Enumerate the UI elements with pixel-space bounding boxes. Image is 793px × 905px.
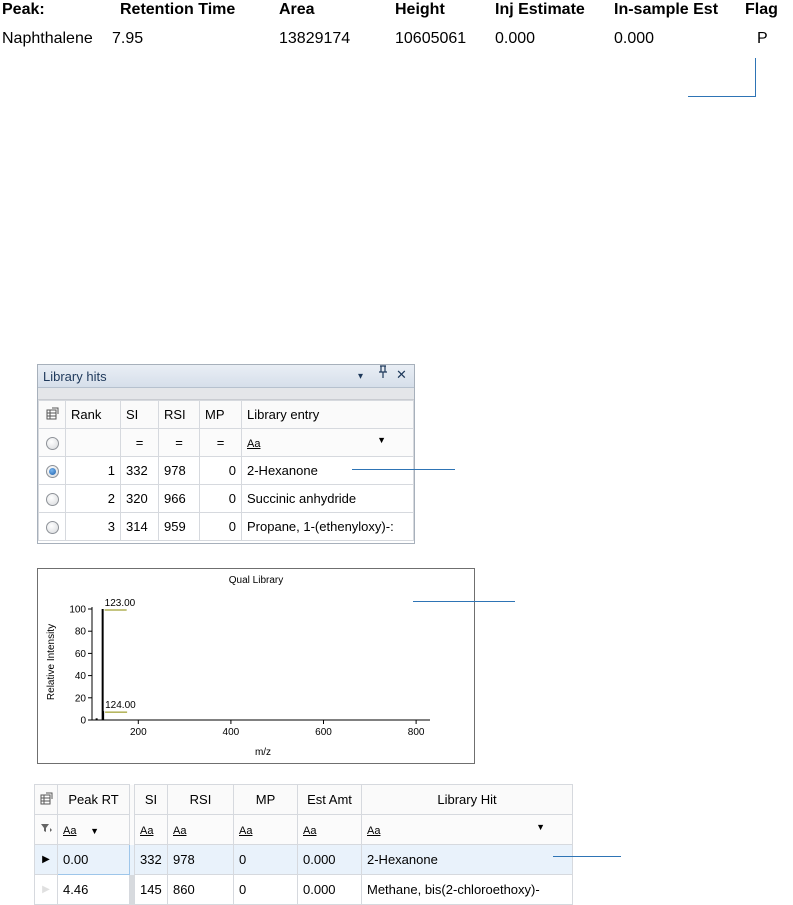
current-row-indicator-icon: ▶	[35, 845, 58, 875]
value-peak: Naphthalene	[2, 30, 93, 47]
y-tick-label: 60	[74, 648, 86, 660]
peak-label: 124.00	[105, 700, 136, 712]
column-library-hit[interactable]: Library Hit	[362, 785, 573, 815]
header-area: Area	[279, 1, 315, 18]
results-row-selected[interactable]	[35, 845, 573, 875]
panel-dropdown-icon[interactable]: ▾	[358, 371, 364, 382]
cell-mp: 0	[200, 457, 242, 485]
qual-library-chart-panel	[37, 568, 475, 764]
filter-text-icon: Aa	[303, 825, 317, 837]
chevron-down-icon[interactable]: ▼	[377, 435, 386, 445]
cell-rank: 2	[66, 485, 121, 513]
column-rank[interactable]: Rank	[66, 401, 121, 429]
column-mp[interactable]: MP	[200, 401, 242, 429]
y-tick-label: 80	[74, 626, 86, 638]
cell-rank: 3	[66, 513, 121, 541]
header-peak: Peak:	[2, 1, 45, 18]
filter-si[interactable]	[135, 815, 168, 845]
peak-label: 123.00	[104, 598, 136, 609]
cell-si: 332	[135, 845, 168, 875]
column-chooser-icon[interactable]	[35, 785, 58, 815]
callout-line-library-hit	[352, 469, 455, 470]
callout-line-flag-v	[755, 58, 756, 97]
y-tick-label: 20	[74, 693, 86, 705]
chart-marks	[97, 598, 137, 720]
chevron-down-icon[interactable]: ▼	[90, 826, 100, 836]
cell-si: 320	[121, 485, 159, 513]
filter-peak-rt[interactable]	[58, 815, 130, 845]
filter-text-icon: Aa	[367, 825, 381, 837]
column-rsi[interactable]: RSI	[168, 785, 234, 815]
library-hits-table	[38, 400, 414, 541]
cell-mp: 0	[234, 875, 298, 905]
x-tick-label: 400	[222, 727, 240, 738]
results-grid	[34, 784, 573, 904]
callout-line-results	[553, 856, 621, 857]
value-in-sample-est: 0.000	[614, 30, 655, 47]
filter-text-icon: Aa	[247, 438, 261, 450]
cell-library-hit: 2-Hexanone	[362, 845, 573, 875]
cell-est-amt: 0.000	[298, 845, 362, 875]
header-inj-estimate: Inj Estimate	[495, 1, 585, 18]
filter-text-icon: Aa	[63, 825, 77, 837]
value-retention-time: 7.95	[112, 30, 144, 47]
cell-rsi: 966	[159, 485, 200, 513]
cell-rsi: 959	[159, 513, 200, 541]
cell-library-entry: Succinic anhydride	[242, 485, 414, 513]
column-chooser-icon[interactable]	[39, 401, 66, 429]
column-est-amt[interactable]: Est Amt	[298, 785, 362, 815]
library-hit-row[interactable]	[39, 513, 414, 541]
y-tick-label: 40	[74, 671, 86, 683]
header-flag: Flag	[745, 1, 778, 18]
results-table	[34, 784, 573, 905]
value-height: 10605061	[395, 30, 467, 47]
header-in-sample-est: In-sample Est	[614, 1, 719, 18]
column-si[interactable]: SI	[135, 785, 168, 815]
library-hits-header-row	[39, 401, 414, 429]
results-filter-row	[35, 815, 573, 845]
chart-title: Qual Library	[228, 575, 284, 586]
column-si[interactable]: SI	[121, 401, 159, 429]
filter-rsi[interactable]	[168, 815, 234, 845]
filter-library-hit[interactable]	[362, 815, 573, 845]
filter-mp[interactable]: =	[200, 429, 242, 457]
filter-icon[interactable]	[35, 815, 58, 845]
library-hits-titlebar	[38, 365, 414, 388]
x-tick-label: 600	[315, 727, 332, 738]
filter-text-icon: Aa	[239, 825, 253, 837]
library-hits-panel	[37, 364, 415, 544]
filter-text-icon: Aa	[140, 825, 154, 837]
chart-axes	[69, 605, 430, 739]
filter-text-icon: Aa	[173, 825, 187, 837]
cell-rsi: 860	[168, 875, 234, 905]
cell-mp: 0	[200, 485, 242, 513]
cell-library-entry: Propane, 1-(ethenyloxy)-:	[242, 513, 414, 541]
cell-peak-rt[interactable]: 0.00	[58, 845, 130, 875]
column-rsi[interactable]: RSI	[159, 401, 200, 429]
cell-library-entry: 2-Hexanone	[242, 457, 414, 485]
close-icon[interactable]: ✕	[396, 367, 407, 382]
library-hits-title: Library hits	[43, 369, 107, 384]
filter-mp[interactable]	[234, 815, 298, 845]
library-hits-toolbar-strip	[38, 388, 414, 400]
x-axis-label: m/z	[254, 747, 272, 758]
row-radio-selected[interactable]	[46, 465, 59, 478]
header-retention-time: Retention Time	[120, 1, 236, 18]
cell-si: 314	[121, 513, 159, 541]
cell-si: 332	[121, 457, 159, 485]
column-peak-rt[interactable]: Peak RT	[58, 785, 130, 815]
library-hit-row[interactable]	[39, 485, 414, 513]
cell-si: 145	[135, 875, 168, 905]
x-tick-label: 800	[407, 727, 425, 738]
cell-peak-rt[interactable]: 4.46	[58, 875, 130, 905]
filter-radio[interactable]	[46, 437, 59, 450]
pin-icon[interactable]	[378, 365, 388, 382]
filter-rsi[interactable]: =	[159, 429, 200, 457]
column-library-entry[interactable]: Library entry	[242, 401, 414, 429]
y-tick-label: 100	[69, 604, 86, 616]
row-indicator-icon: ▶	[35, 875, 58, 905]
column-mp[interactable]: MP	[234, 785, 298, 815]
value-area: 13829174	[279, 30, 351, 47]
cell-library-hit: Methane, bis(2-chloroethoxy)-	[362, 875, 573, 905]
cell-rsi: 978	[168, 845, 234, 875]
cell-rank: 1	[66, 457, 121, 485]
results-row[interactable]	[35, 875, 573, 905]
callout-line-flag-h	[688, 96, 756, 97]
callout-line-chart	[413, 601, 515, 602]
cell-rsi: 978	[159, 457, 200, 485]
qual-library-chart	[38, 569, 474, 763]
cell-mp: 0	[234, 845, 298, 875]
row-radio[interactable]	[46, 521, 59, 534]
chevron-down-icon[interactable]: ▼	[536, 822, 545, 832]
row-radio[interactable]	[46, 493, 59, 506]
y-tick-label: 0	[80, 715, 86, 727]
y-axis-label: Relative Intensity	[46, 623, 57, 701]
cell-mp: 0	[200, 513, 242, 541]
results-header-row	[35, 785, 573, 815]
filter-est-amt[interactable]	[298, 815, 362, 845]
filter-library-entry[interactable]	[242, 429, 414, 457]
filter-si[interactable]: =	[121, 429, 159, 457]
cell-est-amt: 0.000	[298, 875, 362, 905]
value-inj-estimate: 0.000	[495, 30, 536, 47]
library-hit-row[interactable]	[39, 457, 414, 485]
filter-rank[interactable]	[66, 429, 121, 457]
header-height: Height	[395, 1, 445, 18]
value-flag: P	[757, 30, 768, 47]
x-tick-label: 200	[129, 727, 147, 738]
library-hits-filter-row	[39, 429, 414, 457]
